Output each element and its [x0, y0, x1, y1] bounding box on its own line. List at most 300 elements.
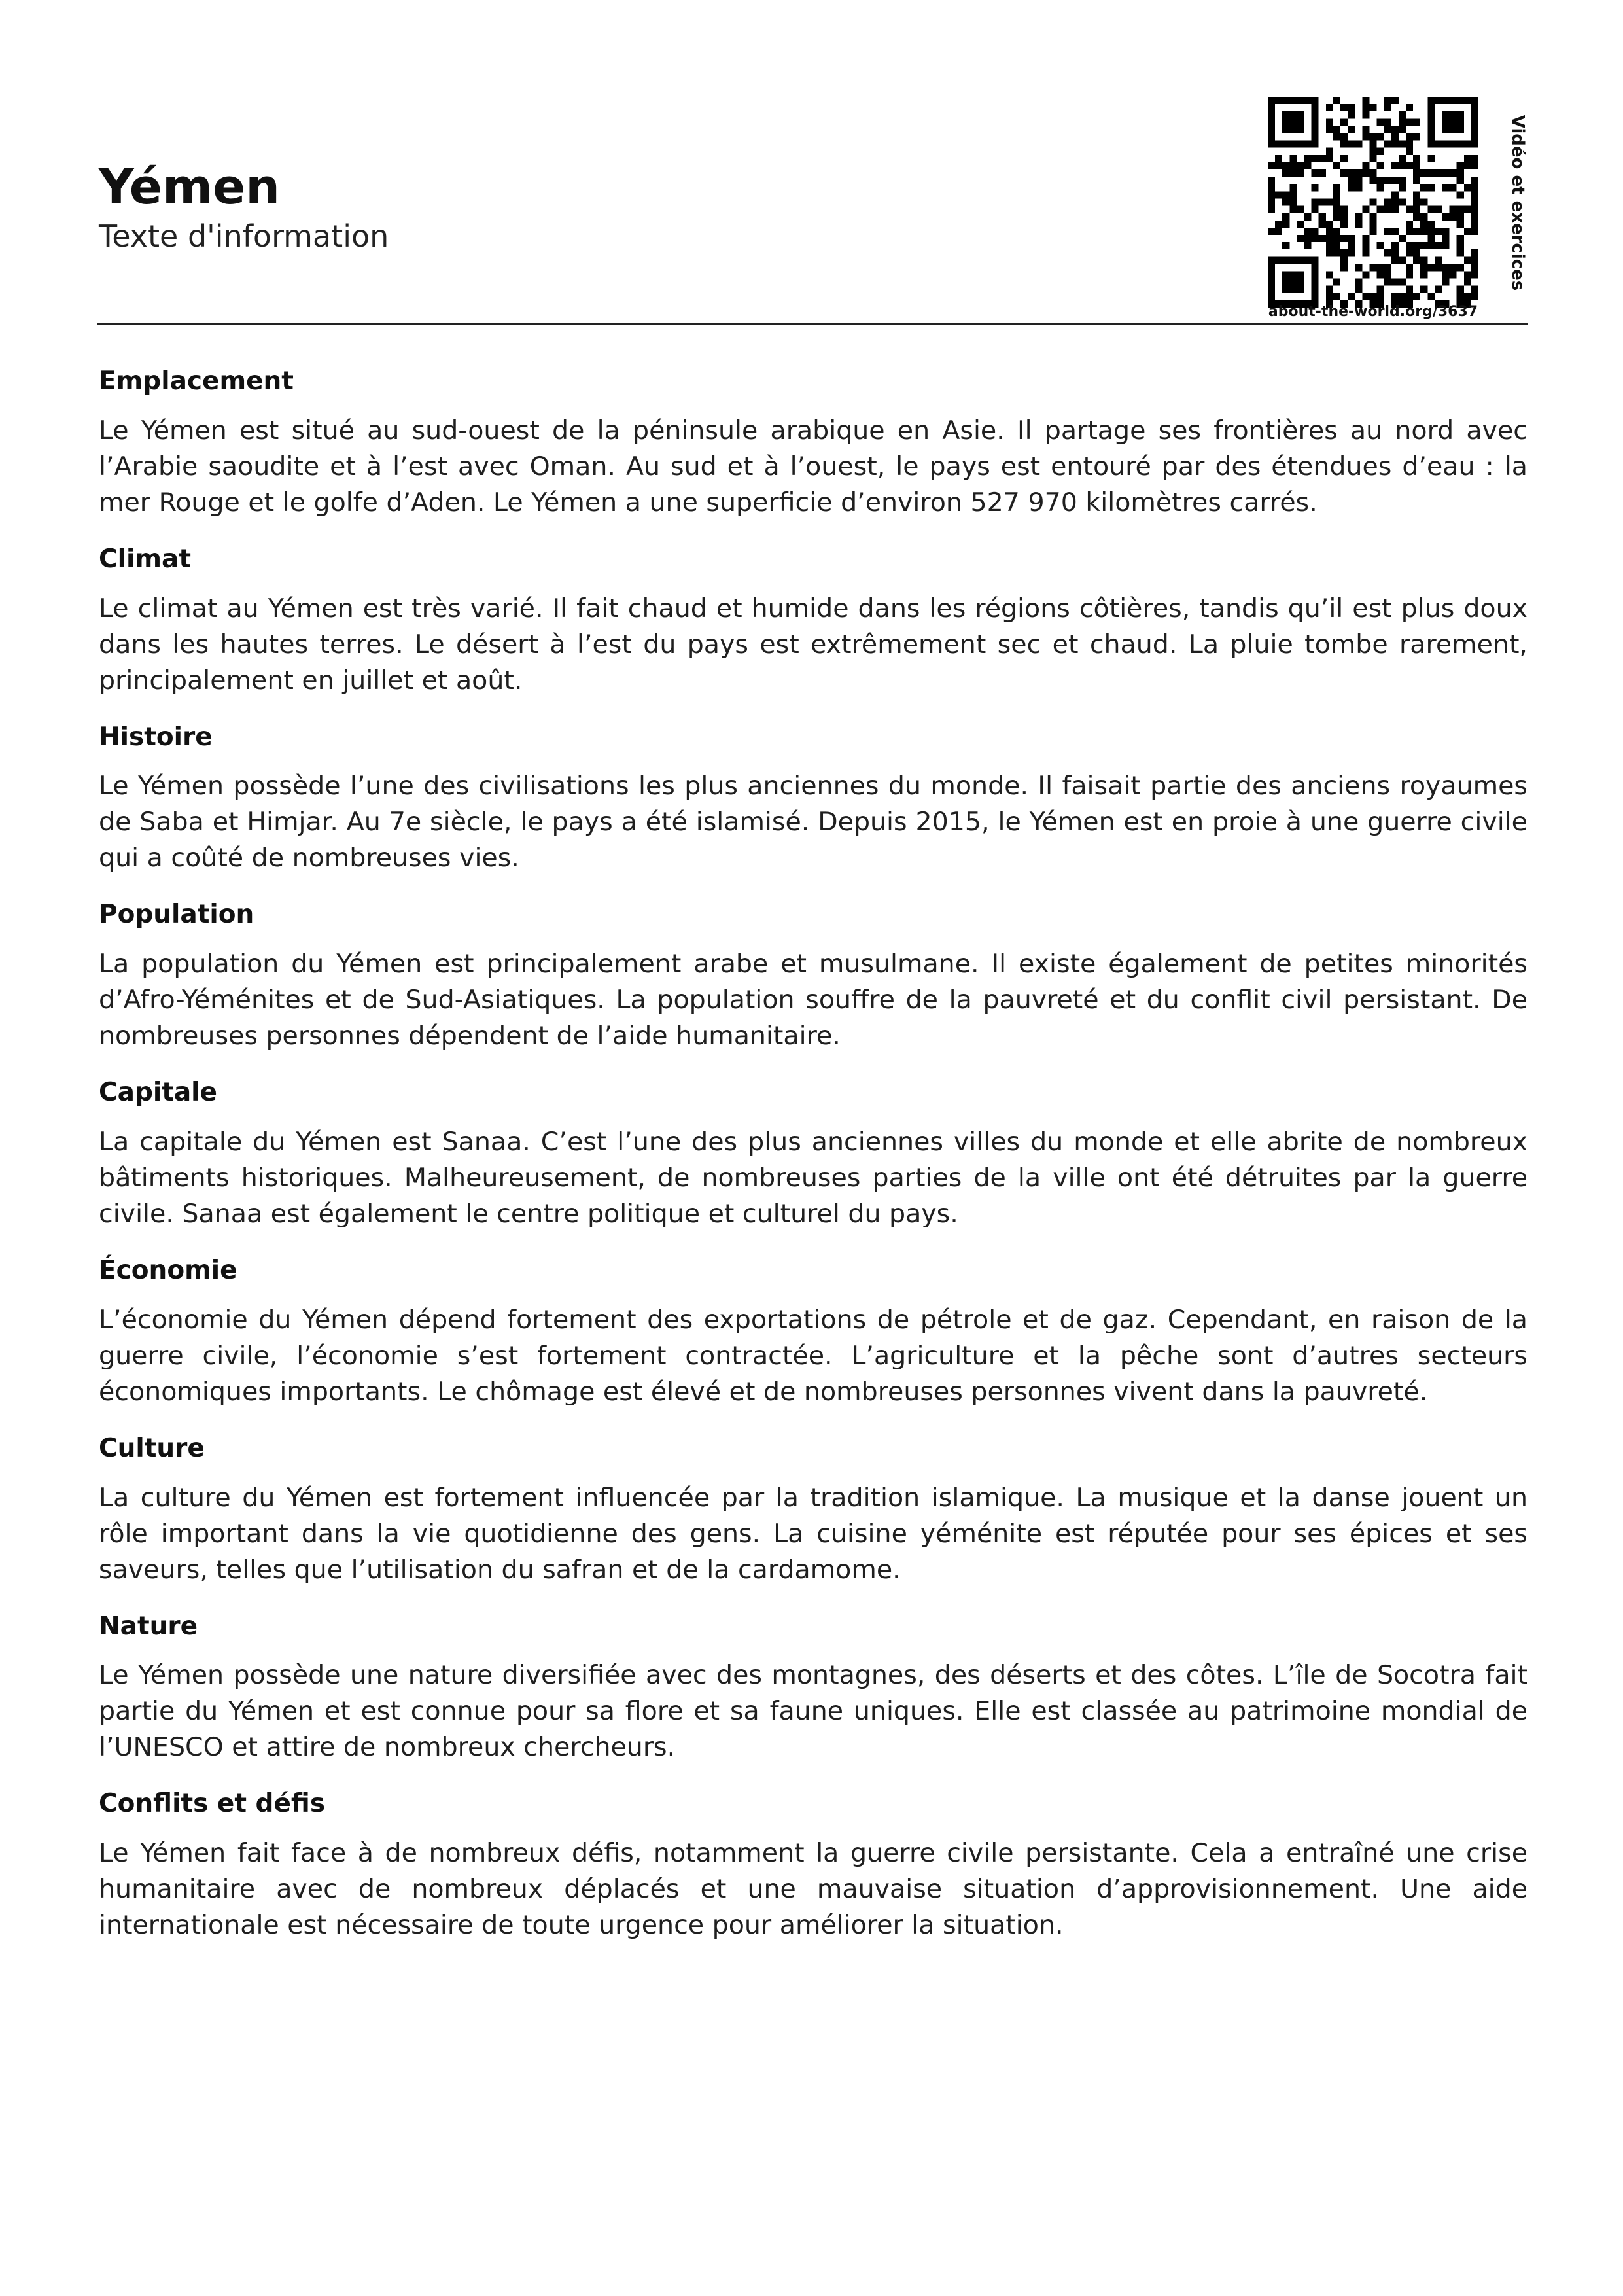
- qr-module: [1399, 162, 1406, 169]
- qr-module: [1355, 177, 1362, 184]
- qr-module: [1289, 191, 1297, 198]
- qr-module: [1268, 198, 1275, 205]
- qr-module: [1384, 271, 1391, 278]
- qr-module: [1471, 206, 1478, 213]
- qr-module: [1457, 286, 1464, 293]
- qr-module: [1319, 169, 1326, 177]
- qr-module: [1312, 169, 1319, 177]
- section-text: Le Yémen possède une nature diversifiée avec des montagnes, des déserts et des côtes. L’île de Socotra fait partie du Yémen et est connue pour sa flore et sa faune uniques. Elle est classée au patrimoine mondial de l’UNESCO et attire de nombreux chercheurs.: [99, 1660, 1527, 1763]
- qr-module: [1340, 256, 1348, 264]
- qr-module: [1420, 213, 1427, 221]
- qr-module: [1275, 162, 1282, 169]
- qr-module: [1377, 148, 1384, 155]
- qr-module: [1457, 162, 1464, 169]
- qr-module: [1457, 177, 1464, 184]
- qr-code[interactable]: [1268, 97, 1478, 308]
- qr-module: [1362, 249, 1369, 256]
- qr-module: [1282, 221, 1289, 228]
- section-nature: [99, 1612, 1527, 1766]
- qr-module: [1464, 279, 1471, 286]
- qr-module: [1319, 235, 1326, 242]
- qr-module: [1399, 177, 1406, 184]
- qr-module: [1427, 228, 1435, 235]
- qr-module: [1297, 206, 1304, 213]
- qr-module: [1333, 242, 1340, 249]
- qr-module: [1326, 249, 1333, 256]
- qr-module: [1304, 235, 1312, 242]
- qr-module: [1427, 169, 1435, 177]
- qr-module: [1450, 206, 1457, 213]
- qr-module: [1450, 264, 1457, 271]
- qr-module: [1427, 184, 1435, 191]
- section-capitale: [99, 1078, 1527, 1232]
- qr-url[interactable]: about-the-world.org/3637: [1268, 304, 1478, 320]
- qr-module: [1340, 133, 1348, 141]
- qr-module: [1406, 271, 1413, 278]
- qr-module: [1333, 293, 1340, 300]
- section-heading: Conflits et défis: [99, 1789, 326, 1819]
- qr-module: [1304, 242, 1312, 249]
- qr-module: [1289, 155, 1297, 162]
- qr-module: [1333, 162, 1340, 169]
- qr-module: [1369, 169, 1376, 177]
- qr-module: [1420, 264, 1427, 271]
- qr-module: [1442, 271, 1449, 278]
- qr-module: [1348, 141, 1355, 148]
- section-heading: Histoire: [99, 722, 213, 752]
- qr-module: [1384, 279, 1391, 286]
- qr-module: [1391, 279, 1399, 286]
- qr-module: [1384, 264, 1391, 271]
- qr-module: [1362, 242, 1369, 249]
- qr-module: [1413, 198, 1420, 205]
- qr-module: [1471, 264, 1478, 271]
- qr-module: [1340, 118, 1348, 126]
- qr-module: [1399, 256, 1406, 264]
- qr-module: [1369, 221, 1376, 228]
- qr-module: [1340, 264, 1348, 271]
- qr-module: [1289, 162, 1297, 169]
- qr-module: [1413, 162, 1420, 169]
- qr-module: [1268, 162, 1275, 169]
- qr-module: [1319, 155, 1326, 162]
- qr-module: [1391, 293, 1399, 300]
- qr-module: [1420, 242, 1427, 249]
- section-economie: [99, 1256, 1527, 1410]
- qr-module: [1471, 213, 1478, 221]
- qr-module: [1413, 177, 1420, 184]
- qr-module: [1304, 228, 1312, 235]
- qr-module: [1340, 221, 1348, 228]
- qr-module: [1391, 191, 1399, 198]
- qr-module: [1413, 249, 1420, 256]
- qr-finder-inner: [1282, 271, 1304, 292]
- qr-module: [1399, 118, 1406, 126]
- qr-module: [1420, 221, 1427, 228]
- qr-module: [1391, 97, 1399, 104]
- qr-module: [1406, 141, 1413, 148]
- qr-module: [1406, 249, 1413, 256]
- qr-module: [1471, 249, 1478, 256]
- qr-module: [1282, 191, 1289, 198]
- qr-module: [1391, 162, 1399, 169]
- qr-module: [1391, 256, 1399, 264]
- qr-module: [1348, 235, 1355, 242]
- qr-module: [1377, 162, 1384, 169]
- qr-module: [1275, 191, 1282, 198]
- qr-module: [1333, 133, 1340, 141]
- qr-module: [1406, 228, 1413, 235]
- qr-module: [1297, 162, 1304, 169]
- qr-module: [1369, 177, 1376, 184]
- qr-module: [1391, 133, 1399, 141]
- qr-module: [1326, 221, 1333, 228]
- qr-module: [1348, 293, 1355, 300]
- qr-module: [1377, 118, 1384, 126]
- qr-side-label: Vidéo et exercices: [1508, 115, 1527, 291]
- qr-module: [1406, 264, 1413, 271]
- qr-module: [1435, 169, 1442, 177]
- qr-module: [1362, 235, 1369, 242]
- qr-module: [1457, 242, 1464, 249]
- page-title: Yémen: [99, 159, 280, 215]
- qr-module: [1471, 155, 1478, 162]
- qr-module: [1435, 286, 1442, 293]
- qr-module: [1427, 206, 1435, 213]
- qr-module: [1399, 184, 1406, 191]
- qr-module: [1384, 206, 1391, 213]
- qr-module: [1406, 242, 1413, 249]
- section-heading: Population: [99, 900, 254, 930]
- qr-module: [1312, 198, 1319, 205]
- qr-module: [1391, 249, 1399, 256]
- section-text: Le Yémen est situé au sud-ouest de la péninsule arabique en Asie. Il partage ses frontières au nord avec l’Arabie saoudite et à l’est avec Oman. Au sud et à l’ouest, le pays est entouré par des étendues d’eau : la mer Rouge et le golfe d’Aden. Le Yémen a une superficie d’environ 527 970 kilomètres carrés.: [99, 415, 1527, 518]
- qr-module: [1384, 126, 1391, 133]
- qr-module: [1340, 235, 1348, 242]
- qr-module: [1348, 169, 1355, 177]
- qr-module: [1384, 104, 1391, 111]
- qr-module: [1275, 228, 1282, 235]
- section-culture: [99, 1434, 1527, 1588]
- qr-module: [1442, 235, 1449, 242]
- qr-module: [1369, 155, 1376, 162]
- qr-module: [1326, 126, 1333, 133]
- qr-module: [1289, 206, 1297, 213]
- qr-module: [1413, 133, 1420, 141]
- qr-module: [1435, 242, 1442, 249]
- qr-module: [1384, 249, 1391, 256]
- qr-module: [1442, 169, 1449, 177]
- qr-module: [1471, 184, 1478, 191]
- qr-module: [1450, 169, 1457, 177]
- qr-module: [1333, 228, 1340, 235]
- qr-module: [1406, 206, 1413, 213]
- qr-module: [1384, 141, 1391, 148]
- qr-module: [1427, 155, 1435, 162]
- qr-module: [1362, 104, 1369, 111]
- qr-module: [1435, 264, 1442, 271]
- qr-module: [1312, 228, 1319, 235]
- qr-module: [1312, 235, 1319, 242]
- qr-module: [1326, 118, 1333, 126]
- qr-module: [1377, 286, 1384, 293]
- qr-module: [1464, 293, 1471, 300]
- section-heading: Capitale: [99, 1078, 218, 1108]
- qr-module: [1399, 111, 1406, 118]
- qr-module: [1340, 155, 1348, 162]
- qr-module: [1377, 184, 1384, 191]
- qr-module: [1457, 264, 1464, 271]
- qr-module: [1289, 198, 1297, 205]
- qr-module: [1326, 286, 1333, 293]
- qr-module: [1348, 111, 1355, 118]
- qr-module: [1427, 242, 1435, 249]
- qr-module: [1457, 169, 1464, 177]
- qr-module: [1268, 228, 1275, 235]
- section-heading: Nature: [99, 1611, 198, 1641]
- header-divider: [97, 323, 1528, 325]
- qr-module: [1340, 206, 1348, 213]
- qr-module: [1282, 242, 1289, 249]
- qr-module: [1442, 184, 1449, 191]
- qr-module: [1471, 177, 1478, 184]
- qr-module: [1457, 221, 1464, 228]
- qr-module: [1442, 279, 1449, 286]
- qr-module: [1340, 169, 1348, 177]
- qr-module: [1362, 97, 1369, 104]
- qr-module: [1333, 279, 1340, 286]
- section-conflits: [99, 1789, 1527, 1943]
- qr-module: [1377, 264, 1384, 271]
- qr-module: [1362, 169, 1369, 177]
- qr-module: [1457, 235, 1464, 242]
- qr-module: [1326, 293, 1333, 300]
- section-text: Le climat au Yémen est très varié. Il fait chaud et humide dans les régions côtières, tandis qu’il est plus doux dans les hautes terres. Le désert à l’est du pays est extrêmement sec et chaud. La pluie tombe rarement, principalement en juillet et août.: [99, 593, 1527, 696]
- qr-module: [1399, 279, 1406, 286]
- qr-module: [1333, 249, 1340, 256]
- qr-module: [1326, 148, 1333, 155]
- qr-module: [1369, 293, 1376, 300]
- qr-module: [1340, 141, 1348, 148]
- qr-module: [1420, 256, 1427, 264]
- qr-module: [1450, 213, 1457, 221]
- section-text: Le Yémen possède l’une des civilisations les plus anciennes du monde. Il faisait partie des anciens royaumes de Saba et Himjar. Au 7e siècle, le pays a été islamisé. Depuis 2015, le Yémen est en proie à une guerre civile qui a coûté de nombreuses vies.: [99, 771, 1527, 874]
- qr-module: [1420, 169, 1427, 177]
- qr-module: [1377, 133, 1384, 141]
- qr-module: [1406, 104, 1413, 111]
- section-text: La culture du Yémen est fortement influencée par la tradition islamique. La musique et la danse jouent un rôle important dans la vie quotidienne des gens. La cuisine yéménite est réputée pour ses épices et ses saveurs, telles que l’utilisation du safran et de la cardamome.: [99, 1482, 1527, 1585]
- qr-module: [1384, 118, 1391, 126]
- qr-module: [1464, 206, 1471, 213]
- qr-module: [1471, 162, 1478, 169]
- qr-module: [1471, 293, 1478, 300]
- qr-module: [1457, 191, 1464, 198]
- qr-module: [1406, 286, 1413, 293]
- qr-module: [1420, 228, 1427, 235]
- qr-module: [1377, 271, 1384, 278]
- qr-module: [1355, 141, 1362, 148]
- qr-module: [1471, 191, 1478, 198]
- qr-module: [1464, 155, 1471, 162]
- qr-module: [1333, 97, 1340, 104]
- qr-module: [1406, 221, 1413, 228]
- qr-module: [1333, 235, 1340, 242]
- qr-module: [1413, 213, 1420, 221]
- qr-module: [1369, 148, 1376, 155]
- qr-module: [1427, 221, 1435, 228]
- document-body: [99, 366, 1527, 1967]
- qr-module: [1369, 141, 1376, 148]
- qr-module: [1427, 235, 1435, 242]
- qr-module: [1340, 104, 1348, 111]
- section-text: La capitale du Yémen est Sanaa. C’est l’une des plus anciennes villes du monde et elle abrite de nombreux bâtiments historiques. Malheureusement, de nombreuses parties de la ville ont été détruites par la guerre civile. Sanaa est également le centre politique et culturel du pays.: [99, 1126, 1527, 1229]
- qr-module: [1348, 104, 1355, 111]
- page-subtitle: Texte d'information: [99, 218, 389, 254]
- qr-module: [1362, 206, 1369, 213]
- qr-module: [1333, 213, 1340, 221]
- qr-module: [1289, 169, 1297, 177]
- qr-module: [1326, 198, 1333, 205]
- section-heading: Économie: [99, 1255, 237, 1285]
- qr-module: [1333, 191, 1340, 198]
- qr-module: [1471, 271, 1478, 278]
- qr-module: [1275, 221, 1282, 228]
- qr-module: [1471, 286, 1478, 293]
- qr-module: [1435, 228, 1442, 235]
- qr-module: [1355, 221, 1362, 228]
- qr-module: [1377, 242, 1384, 249]
- qr-module: [1391, 242, 1399, 249]
- qr-module: [1326, 228, 1333, 235]
- qr-module: [1326, 235, 1333, 242]
- qr-module: [1413, 206, 1420, 213]
- qr-module: [1369, 264, 1376, 271]
- qr-module: [1326, 104, 1333, 111]
- qr-module: [1326, 242, 1333, 249]
- section-emplacement: [99, 366, 1527, 521]
- qr-module: [1362, 111, 1369, 118]
- section-text: L’économie du Yémen dépend fortement des exportations de pétrole et de gaz. Cependant, en raison de la guerre civile, l’économie s’est fortement contractée. L’agriculture et la pêche sont d’autres secteurs économiques importants. Le chômage est élevé et de nombreuses personnes vivent dans la pauvreté.: [99, 1304, 1527, 1407]
- qr-module: [1268, 191, 1275, 198]
- qr-module: [1377, 177, 1384, 184]
- qr-module: [1362, 271, 1369, 278]
- qr-module: [1391, 141, 1399, 148]
- qr-module: [1399, 155, 1406, 162]
- qr-module: [1413, 293, 1420, 300]
- qr-module: [1340, 249, 1348, 256]
- qr-module: [1319, 221, 1326, 228]
- qr-module: [1435, 206, 1442, 213]
- section-heading: Climat: [99, 544, 191, 574]
- qr-module: [1340, 213, 1348, 221]
- qr-module: [1319, 198, 1326, 205]
- qr-module: [1304, 155, 1312, 162]
- qr-module: [1450, 271, 1457, 278]
- qr-module: [1399, 126, 1406, 133]
- qr-module: [1406, 162, 1413, 169]
- document-header: [99, 159, 389, 256]
- qr-module: [1348, 126, 1355, 133]
- qr-module: [1399, 141, 1406, 148]
- qr-module: [1464, 184, 1471, 191]
- qr-module: [1471, 221, 1478, 228]
- qr-module: [1297, 221, 1304, 228]
- qr-module: [1369, 104, 1376, 111]
- qr-module: [1333, 126, 1340, 133]
- qr-module: [1362, 162, 1369, 169]
- qr-module: [1457, 206, 1464, 213]
- qr-finder-inner: [1282, 111, 1304, 133]
- qr-module: [1420, 286, 1427, 293]
- section-text: Le Yémen fait face à de nombreux défis, notamment la guerre civile persistante. Cela a entraîné une crise humanitaire avec de nombreux déplacés et une mauvaise situation d’approvisionnement. Une aide internationale est nécessaire de toute urgence pour améliorer la situation.: [99, 1838, 1527, 1941]
- qr-module: [1442, 264, 1449, 271]
- qr-module: [1450, 184, 1457, 191]
- qr-module: [1355, 213, 1362, 221]
- qr-module: [1297, 169, 1304, 177]
- qr-module: [1391, 228, 1399, 235]
- qr-module: [1420, 184, 1427, 191]
- qr-module: [1312, 206, 1319, 213]
- qr-module: [1471, 198, 1478, 205]
- qr-module: [1268, 177, 1275, 184]
- qr-finder-inner: [1442, 111, 1463, 133]
- qr-module: [1355, 184, 1362, 191]
- qr-module: [1355, 169, 1362, 177]
- qr-module: [1348, 177, 1355, 184]
- qr-module: [1289, 184, 1297, 191]
- qr-module: [1333, 206, 1340, 213]
- qr-module: [1369, 133, 1376, 141]
- section-text: La population du Yémen est principalement arabe et musulmane. Il existe également de petites minorités d’Afro-Yéménites et de Sud-Asiatiques. La population souffre de la pauvreté et du conflit civil persistant. De nombreuses personnes dépendent de l’aide humanitaire.: [99, 949, 1527, 1051]
- qr-module: [1333, 198, 1340, 205]
- qr-module: [1420, 198, 1427, 205]
- qr-module: [1391, 177, 1399, 184]
- qr-module: [1377, 206, 1384, 213]
- qr-module: [1391, 198, 1399, 205]
- qr-module: [1362, 293, 1369, 300]
- qr-module: [1427, 264, 1435, 271]
- qr-module: [1413, 118, 1420, 126]
- section-heading: Emplacement: [99, 366, 294, 396]
- qr-module: [1435, 256, 1442, 264]
- qr-module: [1369, 228, 1376, 235]
- qr-module: [1312, 184, 1319, 191]
- qr-module: [1399, 293, 1406, 300]
- qr-module: [1282, 169, 1289, 177]
- qr-module: [1304, 162, 1312, 169]
- qr-module: [1464, 162, 1471, 169]
- qr-module: [1348, 184, 1355, 191]
- qr-module: [1413, 169, 1420, 177]
- qr-module: [1413, 242, 1420, 249]
- section-population: [99, 900, 1527, 1054]
- qr-module: [1391, 126, 1399, 133]
- qr-module: [1326, 155, 1333, 162]
- qr-module: [1384, 198, 1391, 205]
- qr-module: [1406, 148, 1413, 155]
- qr-module: [1369, 198, 1376, 205]
- qr-module: [1413, 191, 1420, 198]
- qr-module: [1464, 271, 1471, 278]
- qr-module: [1319, 213, 1326, 221]
- qr-module: [1442, 242, 1449, 249]
- qr-module: [1457, 293, 1464, 300]
- qr-module: [1457, 213, 1464, 221]
- qr-module: [1399, 235, 1406, 242]
- qr-module: [1413, 256, 1420, 264]
- qr-module: [1442, 228, 1449, 235]
- qr-module: [1471, 228, 1478, 235]
